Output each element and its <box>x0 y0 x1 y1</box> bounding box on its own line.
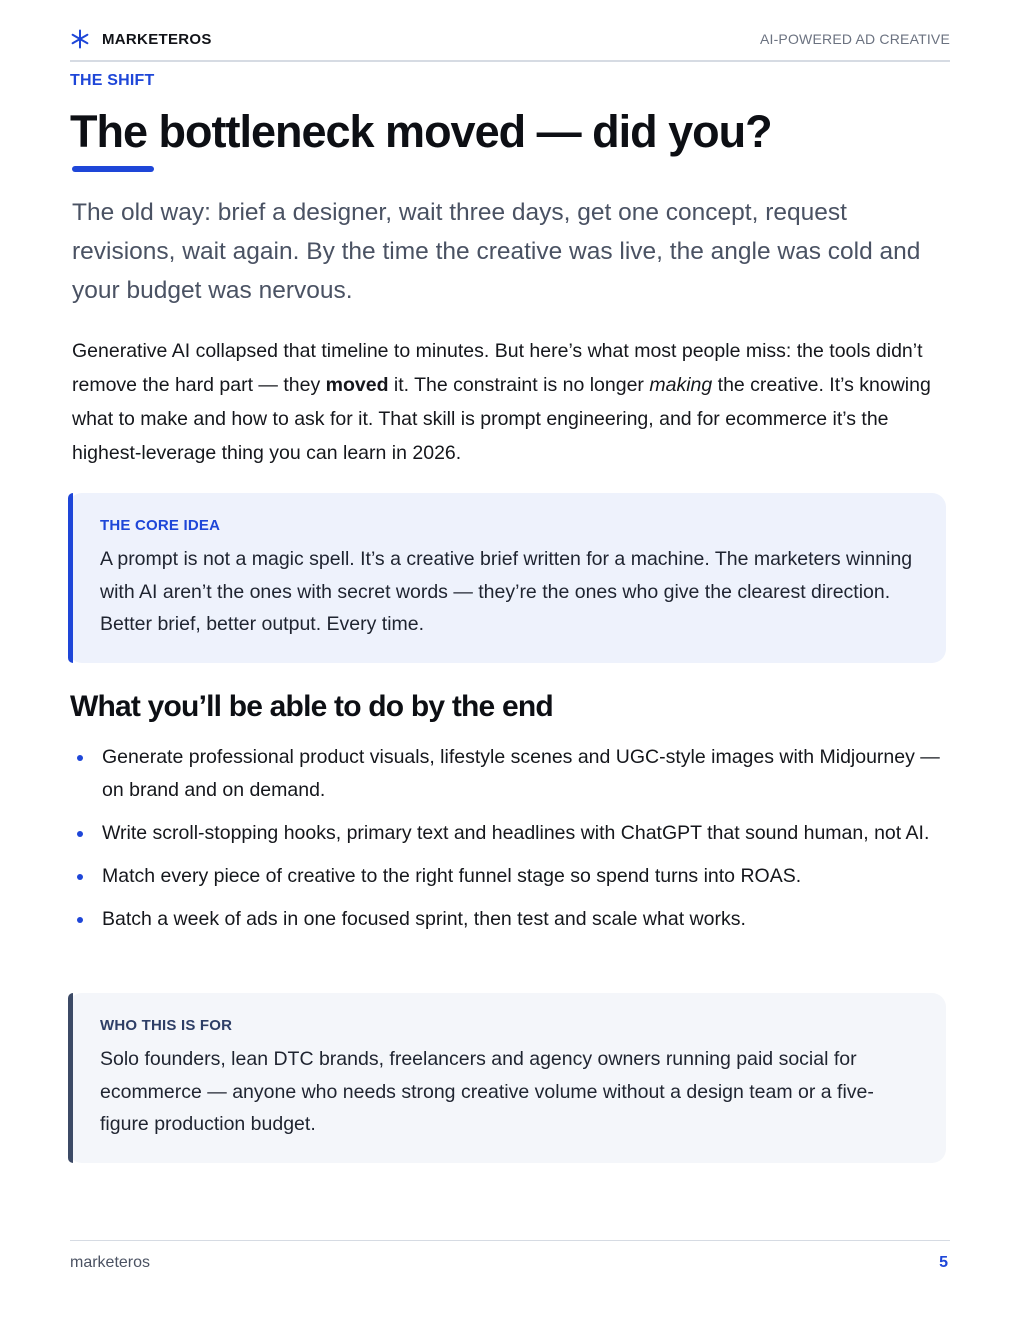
brand <box>70 29 212 49</box>
footer-brand: marketeros <box>70 1254 151 1271</box>
outcomes-title: What you’ll be able to do by the end <box>70 690 553 723</box>
page-header <box>70 26 950 52</box>
document-page <box>70 0 950 1319</box>
body-bold-text: moved <box>325 374 389 396</box>
audience-label: WHO THIS IS FOR <box>100 1017 233 1034</box>
body-italic-text: making <box>649 374 713 396</box>
audience-callout <box>68 993 946 1163</box>
core-idea-text: A prompt is not a magic spell. It’s a creative brief written for a machine. The marketers winning with AI aren’t the ones with secret words — they’re the ones who give the clearest direction. Better brief, better output. Every time. <box>100 548 913 635</box>
body-text-2: it. The constraint is no longer <box>388 374 650 396</box>
audience-text: Solo founders, lean DTC brands, freelancers and agency owners running paid social for ecommerce — anyone who needs strong creative volume without a design team or a five-figure production budget. <box>100 1048 874 1135</box>
page-title: The bottleneck moved — did you? <box>70 106 772 157</box>
list-item: Match every piece of creative to the right funnel stage so spend turns into ROAS. <box>72 860 950 893</box>
page-number: 5 <box>939 1254 948 1271</box>
title-underline <box>72 166 154 172</box>
header-tagline: AI-POWERED AD CREATIVE <box>759 31 950 47</box>
section-eyebrow: THE SHIFT <box>70 72 155 89</box>
body-text-3: the creative. It’s knowing what to make and how to ask for it. That skill is prompt engineering, and for ecommerce it’s the highest-leverage thing you can learn in 2026. <box>72 374 931 464</box>
footer-divider <box>70 1240 950 1241</box>
body-paragraph <box>72 334 950 470</box>
outcomes-list <box>72 741 950 946</box>
core-idea-callout <box>68 493 946 663</box>
header-divider <box>70 60 950 62</box>
list-item: Write scroll-stopping hooks, primary text and headlines with ChatGPT that sound human, not AI. <box>72 817 950 850</box>
asterisk-icon <box>70 29 90 49</box>
brand-name: MARKETEROS <box>102 30 212 48</box>
list-item: Generate professional product visuals, lifestyle scenes and UGC-style images with Midjourney — on brand and on demand. <box>72 741 950 807</box>
list-item: Batch a week of ads in one focused sprint, then test and scale what works. <box>72 903 950 936</box>
lead-paragraph: The old way: brief a designer, wait three days, get one concept, request revisions, wait again. By the time the creative was live, the angle was cold and your budget was nervous. <box>72 199 921 304</box>
body-text-1: Generative AI collapsed that timeline to minutes. But here’s what most people miss: the tools didn’t remove the hard part — they <box>72 340 923 396</box>
core-idea-label: THE CORE IDEA <box>100 517 221 534</box>
